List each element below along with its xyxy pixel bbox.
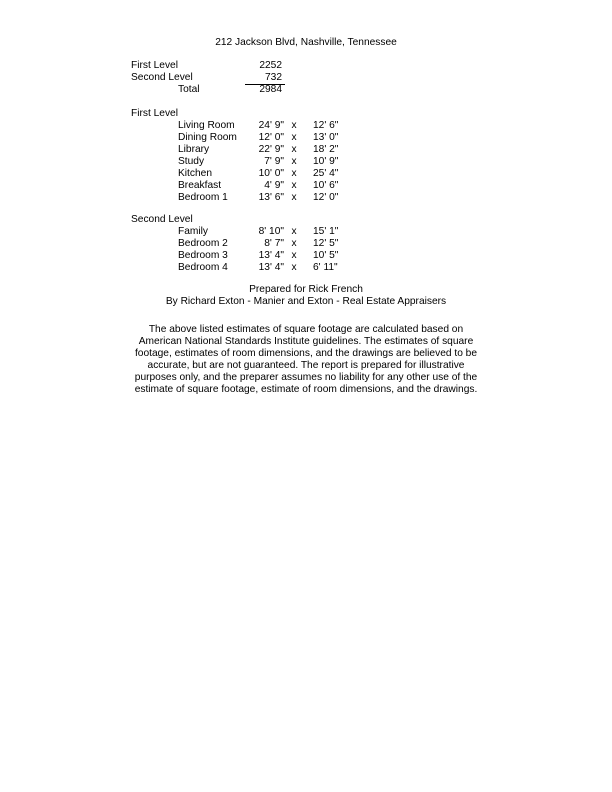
room-dim-1: 13' 4" — [258, 262, 284, 273]
disclaimer-line: accurate, but are not guaranteed. The report is prepared for illustrative — [147, 360, 465, 371]
room-dim-1: 13' 6" — [258, 192, 284, 203]
room-name: Bedroom 1 — [178, 192, 228, 203]
room-name: Dining Room — [178, 132, 237, 143]
room-dim-1: 4' 9" — [264, 180, 284, 191]
room-dim-2: 25' 4" — [313, 168, 339, 179]
room-name: Breakfast — [178, 180, 222, 191]
room-dim-1: 8' 7" — [264, 238, 284, 249]
room-name: Bedroom 2 — [178, 238, 228, 249]
room-dim-2: 10' 6" — [313, 180, 339, 191]
room-dim-1: 22' 9" — [258, 144, 284, 155]
room-dim-separator: x — [291, 168, 297, 179]
room-name: Bedroom 3 — [178, 250, 228, 261]
room-dim-separator: x — [291, 132, 297, 143]
disclaimer-line: American National Standards Institute guidelines. The estimates of square — [138, 336, 474, 347]
first-level-heading: First Level — [131, 108, 178, 119]
summary-value-first-level: 2252 — [259, 60, 282, 71]
room-dim-2: 12' 0" — [313, 192, 339, 203]
room-name: Living Room — [178, 120, 235, 131]
room-dim-separator: x — [291, 192, 297, 203]
summary-label-first-level: First Level — [131, 60, 178, 71]
room-dim-1: 13' 4" — [258, 250, 284, 261]
room-name: Study — [178, 156, 205, 167]
room-dim-separator: x — [291, 144, 297, 155]
room-dim-separator: x — [291, 180, 297, 191]
room-dim-separator: x — [291, 262, 297, 273]
room-dim-1: 7' 9" — [264, 156, 284, 167]
room-dim-2: 12' 6" — [313, 120, 339, 131]
room-dim-separator: x — [291, 226, 297, 237]
room-name: Kitchen — [178, 168, 212, 179]
room-dim-2: 10' 9" — [313, 156, 339, 167]
room-dim-2: 6' 11" — [313, 262, 338, 273]
summary-value-second-level: 732 — [245, 72, 285, 85]
room-dim-2: 13' 0" — [313, 132, 339, 143]
disclaimer-line: purposes only, and the preparer assumes no liability for any other use of the — [134, 372, 478, 383]
room-name: Library — [178, 144, 210, 155]
second-level-heading: Second Level — [131, 214, 193, 225]
room-dim-1: 10' 0" — [258, 168, 284, 179]
summary-label-second-level: Second Level — [131, 72, 193, 83]
page-title: 212 Jackson Blvd, Nashville, Tennessee — [215, 37, 397, 48]
room-dim-separator: x — [291, 238, 297, 249]
summary-label-total: Total — [178, 84, 200, 95]
disclaimer-line: The above listed estimates of square footage are calculated based on — [148, 324, 464, 335]
room-dim-1: 24' 9" — [258, 120, 284, 131]
room-dim-2: 18' 2" — [313, 144, 339, 155]
room-name: Bedroom 4 — [178, 262, 228, 273]
room-dim-2: 12' 5" — [313, 238, 339, 249]
room-dim-separator: x — [291, 156, 297, 167]
prepared-for: Prepared for Rick French — [249, 284, 363, 295]
room-dim-2: 15' 1" — [313, 226, 339, 237]
room-dim-1: 8' 10" — [258, 226, 284, 237]
summary-value-total: 2984 — [259, 84, 282, 95]
room-dim-separator: x — [291, 120, 297, 131]
disclaimer-line: footage, estimates of room dimensions, and the drawings are believed to be — [134, 348, 478, 359]
disclaimer-line: estimate of square footage, estimate of room dimensions, and the drawings. — [134, 384, 478, 395]
disclaimer — [0, 324, 612, 396]
room-dim-1: 12' 0" — [258, 132, 284, 143]
prepared-by: By Richard Exton - Manier and Exton - Real Estate Appraisers — [165, 296, 447, 307]
room-dim-2: 10' 5" — [313, 250, 339, 261]
room-name: Family — [178, 226, 208, 237]
room-dim-separator: x — [291, 250, 297, 261]
